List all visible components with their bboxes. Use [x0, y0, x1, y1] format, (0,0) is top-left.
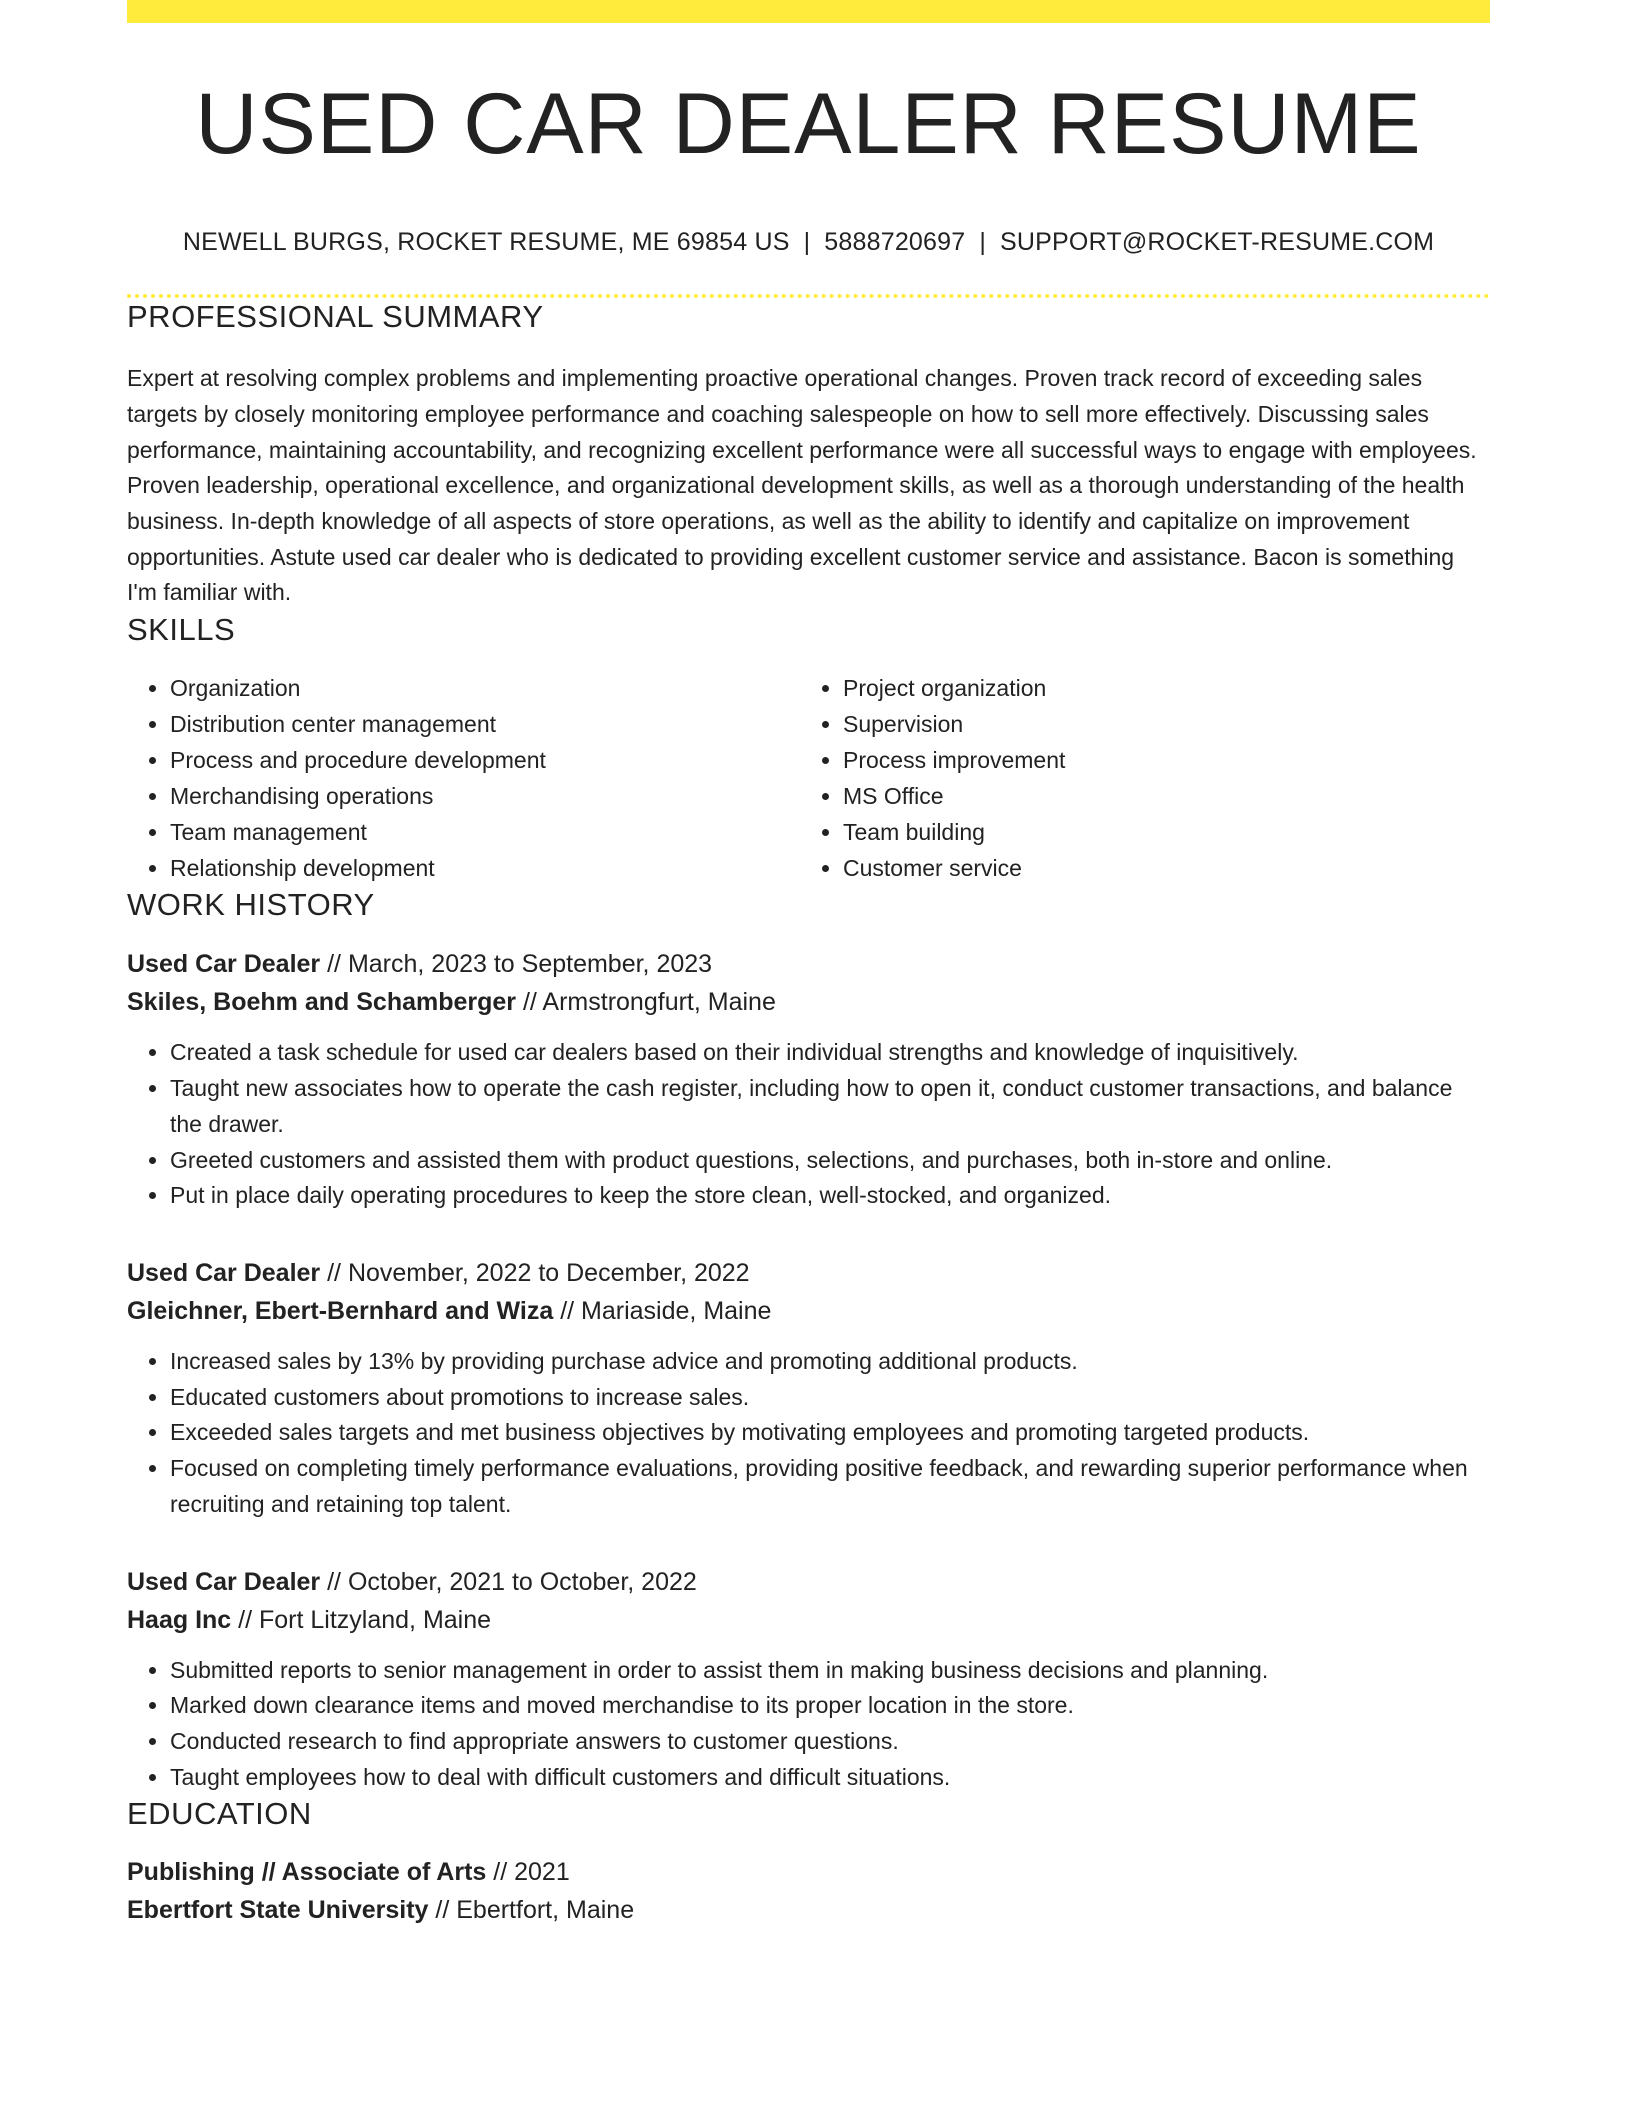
- work-history-section: [127, 886, 1490, 1795]
- education-school-line: [127, 1891, 1490, 1929]
- education-degree: Publishing // Associate of Arts: [127, 1857, 487, 1886]
- skill-item: • Customer service: [843, 850, 1473, 886]
- job-entry: [127, 945, 1490, 1214]
- skill-item: • Process and procedure development: [170, 742, 800, 778]
- skill-item: • Team management: [170, 814, 800, 850]
- job-bullet: • Greeted customers and assisted them with product questions, selections, and purchases, both in-store and online.: [170, 1143, 1490, 1179]
- job-bullet: • Created a task schedule for used car dealers based on their individual strengths and knowledge of inquisitively.: [170, 1035, 1490, 1071]
- education-year: // 2021: [486, 1857, 570, 1886]
- contact-phone: 5888720697: [824, 228, 966, 256]
- skill-item: • MS Office: [843, 778, 1473, 814]
- contact-address: NEWELL BURGS, ROCKET RESUME, ME 69854 US: [182, 228, 790, 256]
- skills-list-left: [127, 670, 800, 886]
- job-title: Used Car Dealer: [127, 1567, 321, 1596]
- skill-item: • Process improvement: [843, 742, 1473, 778]
- job-location: // Mariaside, Maine: [553, 1297, 772, 1325]
- summary-heading: PROFESSIONAL SUMMARY: [127, 299, 544, 334]
- job-bullet: • Educated customers about promotions to increase sales.: [170, 1380, 1490, 1416]
- job-company-line: [127, 983, 1490, 1021]
- job-dates: // March, 2023 to September, 2023: [320, 950, 713, 979]
- education-degree-line: [127, 1853, 1490, 1891]
- job-bullet: • Increased sales by 13% by providing purchase advice and promoting additional products.: [170, 1344, 1490, 1380]
- contact-separator: |: [803, 228, 811, 256]
- job-bullet: • Submitted reports to senior management in order to assist them in making business decisions and planning.: [170, 1653, 1490, 1689]
- job-title: Used Car Dealer: [127, 950, 321, 979]
- skill-item: • Distribution center management: [170, 706, 800, 742]
- skills-section: [127, 611, 1490, 886]
- job-bullet: • Exceeded sales targets and met business objectives by motivating employees and promoting targeted products.: [170, 1415, 1490, 1451]
- job-bullet: • Put in place daily operating procedures to keep the store clean, well-stocked, and organized.: [170, 1178, 1490, 1214]
- job-entry: [127, 1563, 1490, 1796]
- job-dates: // October, 2021 to October, 2022: [320, 1567, 697, 1596]
- job-company-line: [127, 1601, 1490, 1639]
- job-bullet: • Marked down clearance items and moved merchandise to its proper location in the store.: [170, 1688, 1490, 1724]
- job-company: Haag Inc: [127, 1605, 232, 1634]
- resume-title: USED CAR DEALER RESUME: [195, 76, 1422, 172]
- job-bullets: [127, 1653, 1490, 1796]
- education-section: [127, 1795, 1490, 1928]
- job-title: Used Car Dealer: [127, 1259, 321, 1287]
- job-bullet: • Taught employees how to deal with difficult customers and difficult situations.: [170, 1760, 1490, 1796]
- skills-list-right: [800, 670, 1473, 886]
- job-company: Skiles, Boehm and Schamberger: [127, 988, 517, 1017]
- skill-item: • Organization: [170, 670, 800, 706]
- skill-item: • Team building: [843, 814, 1473, 850]
- job-title-line: [127, 945, 1490, 983]
- summary-section: [127, 298, 1490, 611]
- job-dates: // November, 2022 to December, 2022: [320, 1259, 750, 1287]
- education-school: Ebertfort State University: [127, 1895, 429, 1924]
- education-heading: EDUCATION: [127, 1796, 312, 1832]
- top-accent-bar: [127, 0, 1490, 23]
- skills-columns: [127, 670, 1490, 886]
- job-bullets: [127, 1344, 1490, 1523]
- contact-email: SUPPORT@ROCKET-RESUME.COM: [1000, 228, 1435, 256]
- education-location: // Ebertfort, Maine: [428, 1895, 635, 1924]
- job-bullet: • Focused on completing timely performance evaluations, providing positive feedback, and rewarding superior performance when recruiting and retaining top talent.: [170, 1451, 1490, 1522]
- job-bullets: [127, 1035, 1490, 1214]
- job-title-line: [127, 1563, 1490, 1601]
- skill-item: • Project organization: [843, 670, 1473, 706]
- contact-line: [127, 227, 1490, 257]
- resume-page: [127, 0, 1490, 1929]
- skill-item: • Relationship development: [170, 850, 800, 886]
- job-title-line: [127, 1254, 1490, 1292]
- job-location: // Armstrongfurt, Maine: [516, 988, 776, 1017]
- job-bullet: • Conducted research to find appropriate answers to customer questions.: [170, 1724, 1490, 1760]
- summary-text: Expert at resolving complex problems and implementing proactive operational changes. Proven track record of exceeding sales targets by closely monitoring employee performance and coaching salespeople on how to sell more effectively. Discussing sales performance, maintaining accountability, and recognizing excellent performance were all successful ways to engage with employees. Proven leadership, operational excellence, and organizational development skills, as well as a thorough understanding of the health business. In-depth knowledge of all aspects of store operations, as well as the ability to identify and capitalize on improvement opportunities. Astute used car dealer who is dedicated to providing excellent customer service and assistance. Bacon is something I'm familiar with.: [127, 365, 1477, 606]
- job-location: // Fort Litzyland, Maine: [231, 1605, 492, 1634]
- work-history-heading: WORK HISTORY: [127, 887, 375, 923]
- skill-item: • Supervision: [843, 706, 1473, 742]
- job-bullet: • Taught new associates how to operate the cash register, including how to open it, conduct customer transactions, and balance the drawer.: [170, 1071, 1490, 1142]
- contact-separator: |: [979, 228, 987, 256]
- education-entry: [127, 1853, 1490, 1929]
- job-entry: [127, 1254, 1490, 1523]
- job-company: Gleichner, Ebert-Bernhard and Wiza: [127, 1297, 554, 1325]
- skill-item: • Merchandising operations: [170, 778, 800, 814]
- skills-heading: SKILLS: [127, 612, 236, 648]
- job-company-line: [127, 1292, 1490, 1330]
